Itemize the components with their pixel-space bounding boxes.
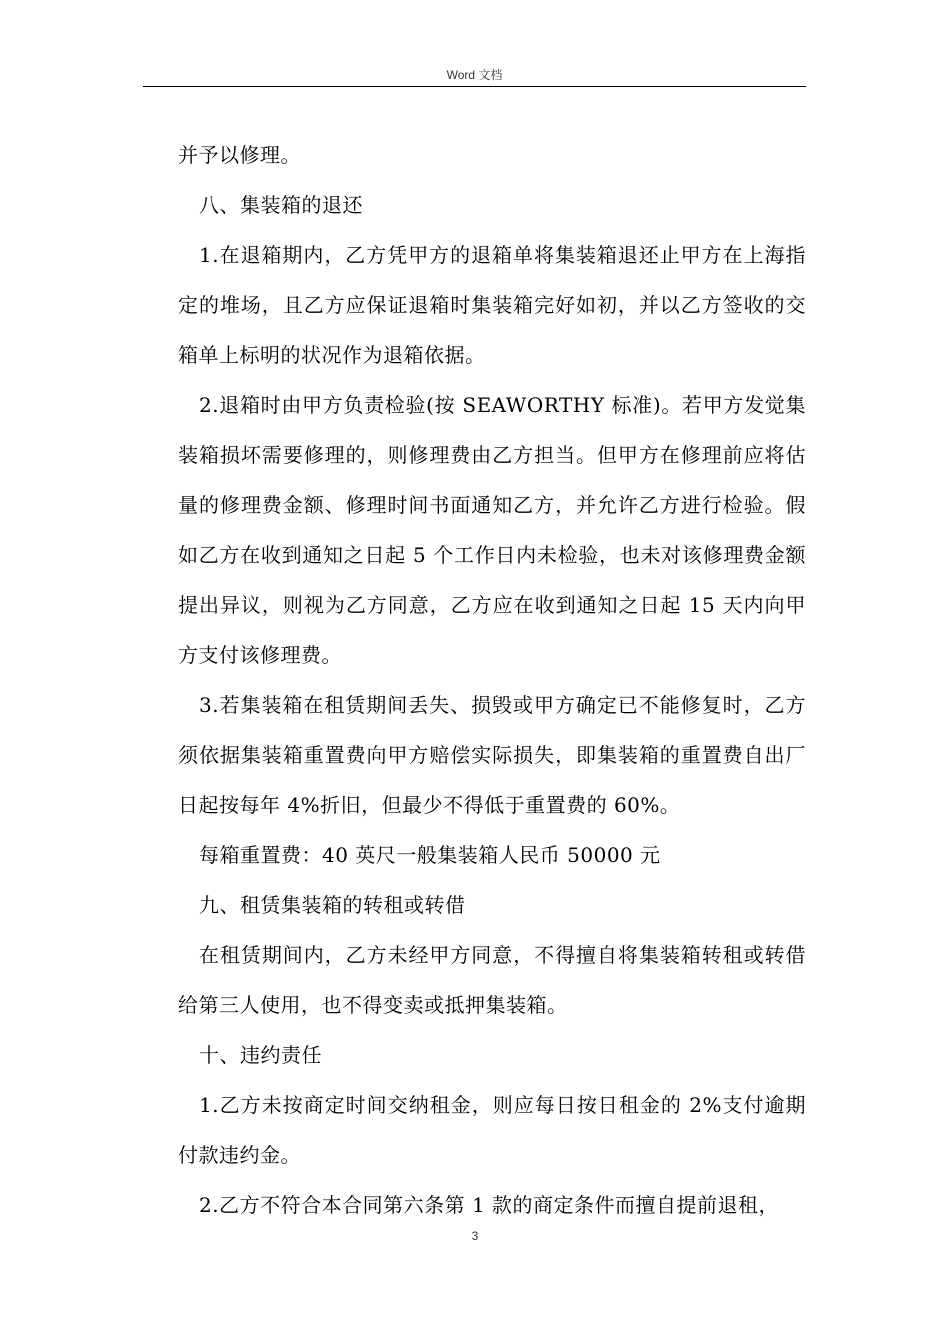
paragraph: 2.退箱时由甲方负责检验(按 SEAWORTHY 标准)。若甲方发觉集装箱损坏需要修理的，则修理费由乙方担当。但甲方在修理前应将估量的修理费金额、修理时间书面通知乙方，并允许乙方进行检验。假如乙方在收到通知之日起 5 个工作日内未检验，也未对该修理费金额提出异议，则视为乙方同意，乙方应在收到通知之日起 15 天内向甲方支付该修理费。	[178, 393, 806, 667]
header-divider	[143, 86, 806, 87]
section-heading: 八、集装箱的退还	[199, 193, 363, 217]
paragraph: 2.乙方不符合本合同第六条第 1 款的商定条件而擅自提前退租，	[199, 1193, 780, 1217]
paragraph: 1.乙方未按商定时间交纳租金，则应每日按日租金的 2%支付逾期付款违约金。	[178, 1093, 806, 1167]
document-body	[178, 130, 806, 1230]
section-heading: 十、违约责任	[199, 1043, 322, 1067]
section-heading: 九、租赁集装箱的转租或转借	[199, 893, 466, 917]
page-number: 3	[471, 1229, 479, 1243]
paragraph: 并予以修理。	[178, 143, 301, 167]
paragraph: 在租赁期间内，乙方未经甲方同意，不得擅自将集装箱转租或转借给第三人使用，也不得变卖或抵押集装箱。	[178, 943, 806, 1017]
paragraph: 3.若集装箱在租赁期间丢失、损毁或甲方确定已不能修复时，乙方须依据集装箱重置费向甲方赔偿实际损失，即集装箱的重置费自出厂日起按每年 4%折旧，但最少不得低于重置费的 60%。	[178, 693, 806, 817]
paragraph: 1.在退箱期内，乙方凭甲方的退箱单将集装箱退还止甲方在上海指定的堆场，且乙方应保证退箱时集装箱完好如初，并以乙方签收的交箱单上标明的状况作为退箱依据。	[178, 243, 806, 367]
page-header: Word 文档	[446, 68, 503, 82]
paragraph: 每箱重置费：40 英尺一般集装箱人民币 50000 元	[199, 843, 661, 867]
